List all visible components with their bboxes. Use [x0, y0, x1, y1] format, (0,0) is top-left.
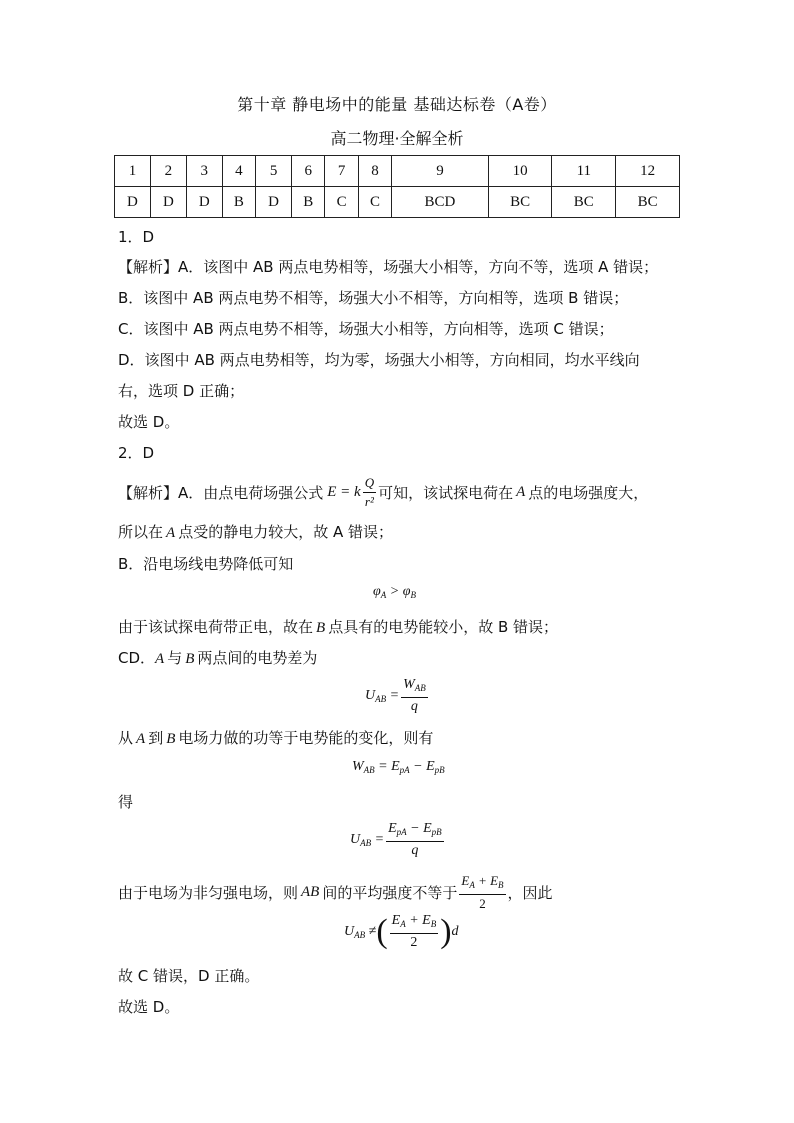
var-B: B: [166, 731, 176, 747]
q2-wrong-correct: 故 C 错误，D 正确。: [118, 967, 260, 985]
table-cell: 1: [115, 156, 151, 187]
q2-analysis-b-line2: [118, 616, 558, 637]
q2-nonuniform-mid: 间的平均强度不等于: [322, 884, 458, 902]
q2-a-prefix: 【解析】A．由点电荷场强公式: [118, 484, 324, 502]
equation-wab: $W_{AB} = E_{pA} - E_{pB}$: [352, 759, 445, 775]
q2-a2-prefix: 所以在: [118, 523, 164, 541]
table-cell: B: [222, 187, 255, 218]
q2-analysis-b: B．沿电场线电势降低可知: [118, 555, 294, 573]
equation-uab-inequality: $U_{AB}$ ≠ ( $\frac{E_A + E_B}{2}$ ) d: [344, 913, 459, 950]
table-cell: BC: [488, 187, 552, 218]
table-cell: B: [292, 187, 325, 218]
var-B: B: [316, 620, 326, 636]
table-cell: 2: [150, 156, 186, 187]
equation-potential-compare: $\varphi_A > \varphi_B$: [373, 584, 416, 600]
q2-b2-prefix: 由于该试探电荷带正电，故在: [118, 618, 314, 636]
q1-heading: 1．D: [118, 228, 155, 246]
answer-table: [114, 155, 680, 218]
q1-analysis-a: 【解析】A．该图中 AB 两点电势相等，场强大小相等，方向不等，选项 A 错误；: [118, 258, 659, 276]
answer-table-answer-row: [115, 187, 680, 218]
q2-nonuniform-prefix: 由于电场为非匀强电场，则: [118, 884, 299, 902]
table-cell: C: [358, 187, 391, 218]
average-field-fraction: $\frac{E_A + E_B}{2}$: [461, 873, 504, 911]
q2-analysis-cd: [118, 647, 317, 668]
q1-analysis-b: B．该图中 AB 两点电势不相等，场强大小不相等，方向相等，选项 B 错误；: [118, 289, 629, 307]
table-cell: D: [256, 187, 292, 218]
table-cell: BC: [616, 187, 680, 218]
q2-get: 得: [118, 793, 134, 811]
table-cell: 8: [358, 156, 391, 187]
q1-analysis-d-line1: D．该图中 AB 两点电势相等，均为零，场强大小相等，方向相同，均水平线向: [118, 351, 640, 369]
q2-a-suffix-2: 点的电场强度大，: [528, 484, 649, 502]
var-A: A: [516, 484, 526, 500]
equation-uab-energy: $U_{AB}$ = $\frac{E_{pA} - E_{pB}}{q}$: [350, 821, 442, 858]
q2-a2-suffix: 点受的静电力较大，故 A 错误；: [178, 523, 393, 541]
coulomb-formula: E = k $\frac{Q}{\text{r²}}$: [327, 475, 375, 509]
var-A: A: [155, 651, 165, 667]
q2-from-prefix: 从: [118, 729, 134, 747]
q2-analysis-a: [118, 474, 648, 511]
q1-analysis-c: C．该图中 AB 两点电势不相等，场强大小相等，方向相等，选项 C 错误；: [118, 320, 614, 338]
table-cell: C: [325, 187, 358, 218]
table-cell: D: [115, 187, 151, 218]
table-cell: 10: [488, 156, 552, 187]
q1-analysis-d-line2: 右，选项 D 正确；: [118, 382, 245, 400]
q2-conclusion: 故选 D。: [118, 998, 180, 1016]
q2-from-suffix: 电场力做的功等于电势能的变化，则有: [178, 729, 434, 747]
page-title: 第十章 静电场中的能量 基础达标卷（A卷）: [237, 95, 557, 114]
q2-heading: 2．D: [118, 444, 155, 462]
table-cell: 3: [186, 156, 222, 187]
var-AB: AB: [301, 884, 320, 900]
q2-nonuniform-suffix: ，因此: [507, 884, 553, 902]
var-A: A: [136, 731, 146, 747]
table-cell: 4: [222, 156, 255, 187]
q1-conclusion: 故选 D。: [118, 413, 180, 431]
q2-cd-mid: 与: [167, 649, 183, 667]
page-subtitle: 高二物理·全解全析: [330, 129, 464, 148]
answer-table-number-row: [115, 156, 680, 187]
table-cell: D: [150, 187, 186, 218]
table-cell: BCD: [392, 187, 489, 218]
q2-a-suffix-1: 可知，该试探电荷在: [378, 484, 514, 502]
table-cell: 6: [292, 156, 325, 187]
q2-cd-prefix: CD．: [118, 649, 156, 667]
var-A: A: [166, 525, 176, 541]
q2-b2-suffix: 点具有的电势能较小，故 B 错误；: [328, 618, 559, 636]
var-B: B: [185, 651, 195, 667]
table-cell: 11: [552, 156, 616, 187]
table-cell: 5: [256, 156, 292, 187]
table-cell: D: [186, 187, 222, 218]
table-cell: 9: [392, 156, 489, 187]
table-cell: 12: [616, 156, 680, 187]
table-cell: BC: [552, 187, 616, 218]
q2-work-energy: [118, 727, 433, 748]
table-cell: 7: [325, 156, 358, 187]
q2-analysis-a-line2: [118, 521, 393, 542]
equation-uab-w-over-q: $U_{AB}$ = $\frac{W_{AB}}{q}$: [365, 677, 426, 714]
q2-cd-suffix: 两点间的电势差为: [197, 649, 318, 667]
q2-nonuniform: [118, 872, 553, 913]
q2-from-mid: 到: [148, 729, 164, 747]
